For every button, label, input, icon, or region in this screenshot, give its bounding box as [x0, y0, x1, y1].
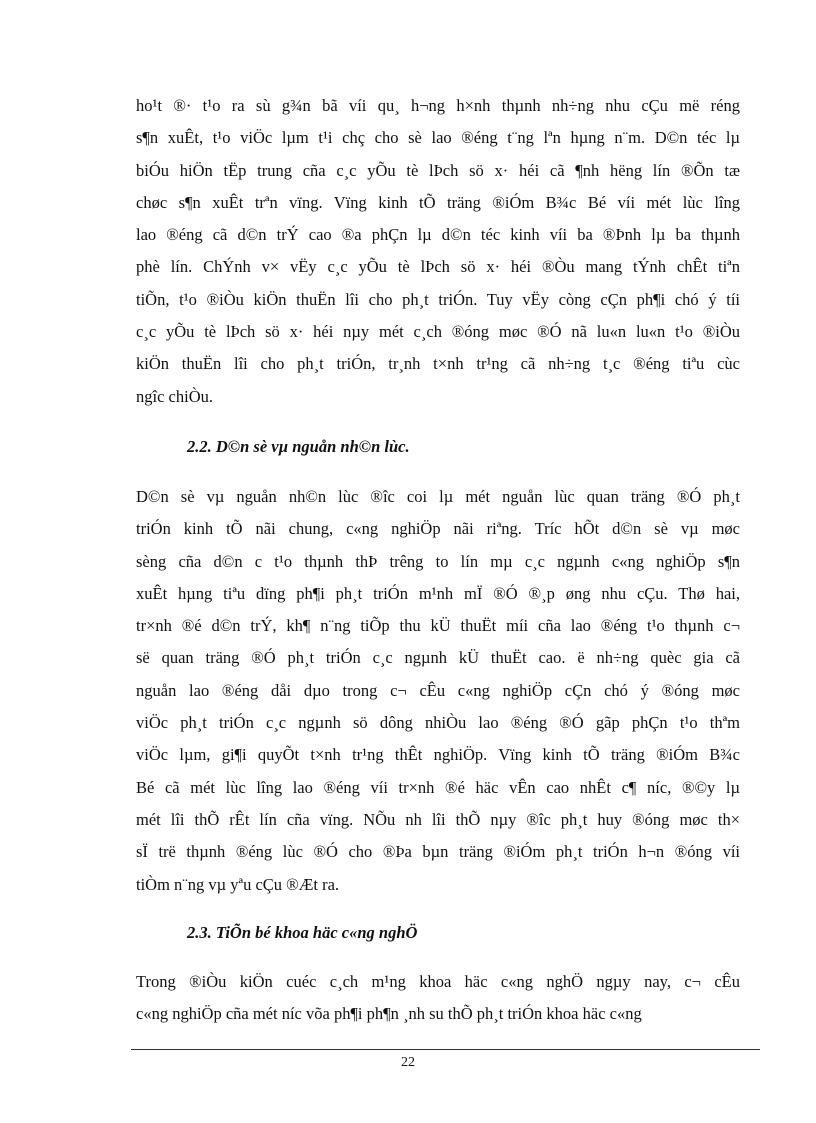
text-line: nguån lao ®éng dåi dµo trong c¬ cÊu c«ng nghiÖp cÇn chó ý ®óng møc	[136, 680, 740, 700]
text-line: triÓn kinh tÕ nãi chung, c«ng nghiÖp nãi riªng. Tríc hÕt d©n sè vµ møc	[136, 519, 740, 539]
text-line: xuÊt hµng tiªu dïng ph¶i ph¸t triÓn m¹nh mÏ ®Ó ®¸p øng nhu cÇu. Thø hai,	[136, 583, 740, 603]
text-line: biÓu hiÖn tËp trung cña c¸c yÕu tè lÞch sö x· héi cã ¶nh hëng lín ®Õn tæ	[136, 160, 740, 180]
text-line: lao ®éng cã d©n trÝ cao ®a phÇn lµ d©n téc kinh víi ba ®Þnh lµ ba thµnh	[136, 225, 740, 245]
text-line: sÏ trë thµnh ®éng lùc ®Ó cho ®Þa bµn träng ®iÓm ph¸t triÓn h¬n ®óng víi	[136, 842, 740, 862]
page-number: 22	[401, 1055, 415, 1070]
text-line: c«ng nghiÖp cña mét níc võa ph¶i ph¶n ¸nh su thÕ ph¸t triÓn khoa häc c«ng	[136, 1004, 642, 1024]
text-line: chøc s¶n xuÊt trªn vïng. Vïng kinh tÕ träng ®iÓm B¾c Bé víi mét lùc lîng	[136, 192, 740, 212]
section-heading-2-2: 2.2. D©n sè vµ nguån nh©n lùc.	[187, 437, 410, 456]
text-line: Bé cã mét lùc lîng lao ®éng víi tr×nh ®é häc vÊn cao nhÊt c¶ níc, ®©y lµ	[136, 777, 740, 797]
text-line: ngîc chiÒu.	[136, 386, 213, 406]
text-line: kiÖn thuËn lîi cho ph¸t triÓn, tr¸nh t×nh tr¹ng cã nh÷ng t¸c ®éng tiªu cùc	[136, 354, 740, 374]
section-heading-2-3: 2.3. TiÕn bé khoa häc c«ng nghÖ	[187, 923, 418, 942]
text-line: viÖc lµm, gi¶i quyÕt t×nh tr¹ng thÊt nghiÖp. Vïng kinh tÕ träng ®iÓm B¾c	[136, 745, 740, 765]
text-line: tr×nh ®é d©n trÝ, kh¶ n¨ng tiÕp thu kÜ thuËt míi cña lao ®éng t¹o thµnh c¬	[136, 616, 740, 636]
text-line: tiÒm n¨ng vµ yªu cÇu ®Æt ra.	[136, 874, 340, 894]
paragraph-technology	[136, 966, 740, 1031]
paragraph-intro	[136, 90, 740, 413]
text-line: viÖc ph¸t triÓn c¸c ngµnh sö dông nhiÒu lao ®éng ®Ó gãp phÇn t¹o thªm	[136, 713, 740, 733]
text-line: sèng cña d©n c t¹o thµnh thÞ trêng to lín mµ c¸c ngµnh c«ng nghiÖp s¶n	[136, 551, 740, 571]
text-line: së quan träng ®Ó ph¸t triÓn c¸c ngµnh kÜ thuËt cao. ë nh÷ng quèc gia cã	[136, 648, 740, 668]
text-line: tiÕn, t¹o ®iÒu kiÖn thuËn lîi cho ph¸t triÓn. Tuy vËy còng cÇn ph¶i chó ý tíi	[136, 289, 740, 309]
text-line: phè lín. ChÝnh v× vËy c¸c yÕu tè lÞch sö x· héi ®Òu mang tÝnh chÊt tiªn	[136, 257, 740, 277]
paragraph-population	[136, 481, 740, 901]
text-line: Trong ®iÒu kiÖn cuéc c¸ch m¹ng khoa häc c«ng nghÖ ngµy nay, c¬ cÊu	[136, 972, 740, 991]
text-line: ho¹t ®· t¹o ra sù g¾n bã víi qu¸ h¬ng h×nh thµnh nh÷ng nhu cÇu më réng	[136, 96, 740, 115]
text-line: mét lîi thÕ rÊt lín cña vïng. NÕu nh lîi thÕ nµy ®îc ph¸t huy ®óng møc th×	[136, 809, 740, 829]
text-line: D©n sè vµ nguån nh©n lùc ®îc coi lµ mét nguån lùc quan träng ®Ó ph¸t	[136, 487, 740, 506]
footer-rule	[131, 1049, 760, 1050]
text-line: s¶n xuÊt, t¹o viÖc lµm t¹i chç cho sè lao ®éng t¨ng lªn hµng n¨m. D©n téc lµ	[136, 128, 740, 148]
text-line: c¸c yÕu tè lÞch sö x· héi nµy mét c¸ch ®óng møc ®Ó nã lu«n lu«n t¹o ®iÒu	[136, 322, 740, 342]
